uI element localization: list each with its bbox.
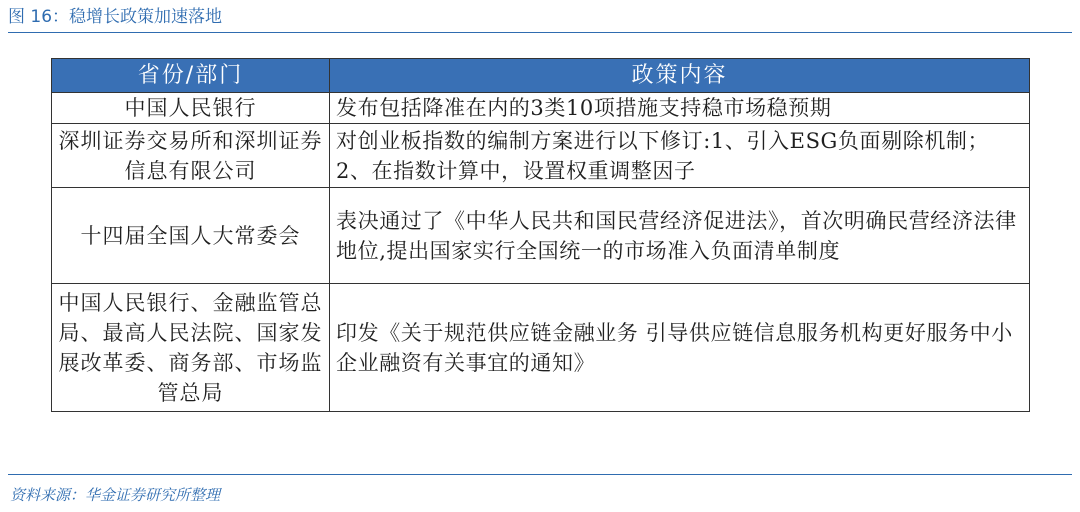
- figure-title: 图 16：稳增长政策加速落地: [8, 7, 223, 27]
- dept-cell: 中国人民银行: [52, 93, 330, 124]
- header-dept: 省份/部门: [52, 59, 330, 93]
- table-row: [52, 93, 1030, 124]
- content-cell: 印发《关于规范供应链金融业务 引导供应链信息服务机构更好服务中小企业融资有关事宜的通知》: [330, 284, 1030, 412]
- content-cell: 对创业板指数的编制方案进行以下修订:1、引入ESG负面剔除机制；2、在指数计算中，设置权重调整因子: [330, 124, 1030, 188]
- source-divider: [8, 474, 1072, 475]
- table-row: [52, 284, 1030, 412]
- header-content: 政策内容: [330, 59, 1030, 93]
- table-row: [52, 188, 1030, 284]
- dept-cell: 十四届全国人大常委会: [52, 188, 330, 284]
- table-header-row: [52, 59, 1030, 93]
- content-cell: 发布包括降准在内的3类10项措施支持稳市场稳预期: [330, 93, 1030, 124]
- policy-table: [51, 58, 1030, 412]
- content-cell: 表决通过了《中华人民共和国民营经济促进法》，首次明确民营经济法律地位,提出国家实行全国统一的市场准入负面清单制度: [330, 188, 1030, 284]
- table-row: [52, 124, 1030, 188]
- dept-cell: 中国人民银行、金融监管总局、最高人民法院、国家发展改革委、商务部、市场监管总局: [52, 284, 330, 412]
- source-note: 资料来源：华金证券研究所整理: [10, 486, 221, 504]
- title-divider: [8, 32, 1072, 33]
- dept-cell: 深圳证券交易所和深圳证券信息有限公司: [52, 124, 330, 188]
